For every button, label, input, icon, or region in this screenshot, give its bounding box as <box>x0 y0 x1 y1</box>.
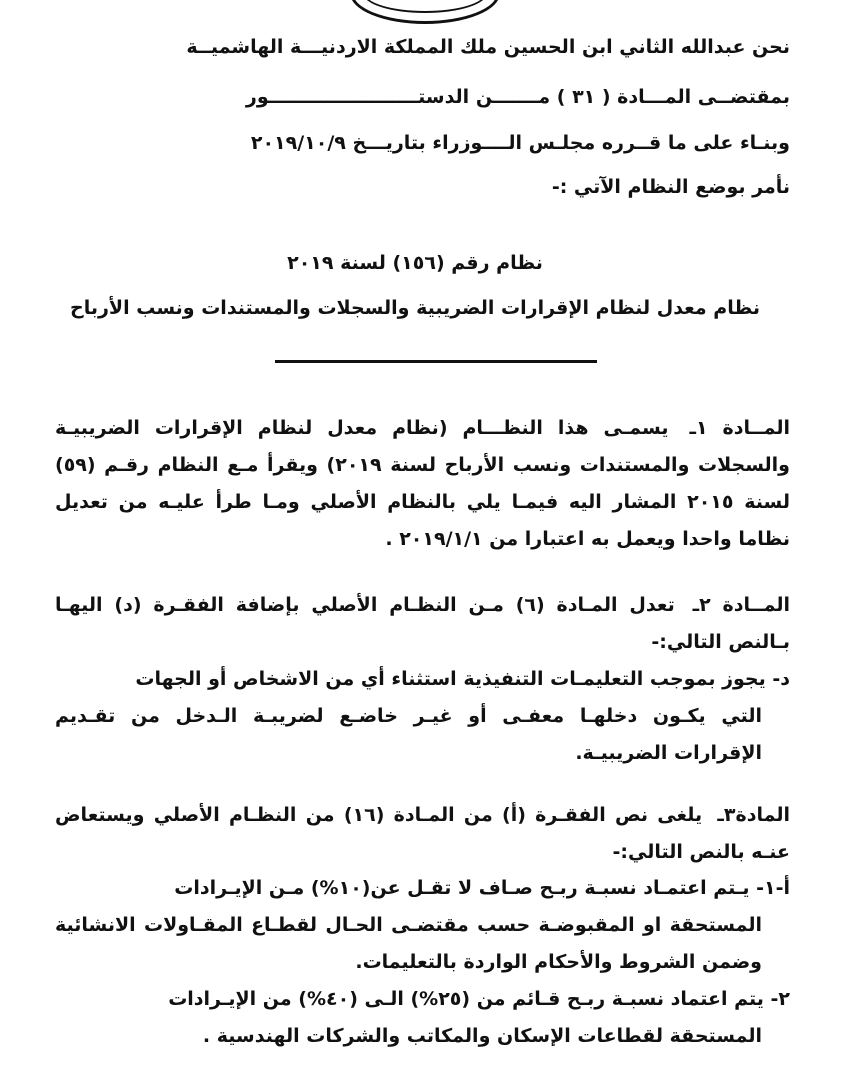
article-2-label: المــادة ٢ـ <box>692 594 790 616</box>
regulation-number: نظام رقم (١٥٦) لسنة ٢٠١٩ <box>287 252 543 274</box>
preamble-line-constitution: بمقتضــى المـــادة ( ٣١ ) مـــــــن الدستـــــــــــــــــــــــور <box>245 86 790 108</box>
article-2-paragraph-d <box>55 661 790 772</box>
paragraph-d-first-line: د- يجوز بموجب التعليمـات التنفيذية استثناء أي من الاشخاص أو الجهات <box>135 668 790 690</box>
article-3-item-2 <box>55 981 790 1055</box>
article-3-label: المادة٣ـ <box>717 804 790 826</box>
preamble-line-order: نأمر بوضع النظام الآتي :- <box>551 176 790 198</box>
item-a1-first-line: أ-١- يـتم اعتمـاد نسبـة ربـح صـاف لا تقـل عن(١٠%) مـن الإيـرادات <box>174 877 790 899</box>
article-1 <box>55 410 790 558</box>
article-3-item-a1 <box>55 870 790 981</box>
article-3 <box>55 797 790 871</box>
article-2 <box>55 587 790 661</box>
emblem-seal <box>350 0 500 24</box>
article-3-text: يلغى نص الفقـرة (أ) من المـادة (١٦) من النظـام الأصلي ويستعاض عنـه بالنص التالي:- <box>55 804 790 863</box>
item-2-continuation: المستحقة لقطاعات الإسكان والمكاتب والشركات الهندسية . <box>202 1025 762 1047</box>
title-divider <box>275 360 597 363</box>
regulation-title: نظام معدل لنظام الإقرارات الضريبية والسجلات والمستندات ونسب الأرباح <box>70 297 760 319</box>
preamble-line-cabinet-decision: وبنـاء على ما قــرره مجلـس الــــوزراء بتاريـــخ ٢٠١٩/١٠/٩ <box>250 132 790 154</box>
paragraph-d-continuation: التي يكـون دخلهـا معفـى أو غيـر خاضـع لضريبـة الـدخل من تقـديم الإقرارات الضريبيـة. <box>55 705 762 764</box>
emblem-seal-inner-ring <box>363 0 487 13</box>
preamble-line-king: نحن عبدالله الثاني ابن الحسين ملك المملكة الاردنيـــة الهاشميــة <box>186 36 790 58</box>
article-2-text: تعدل المـادة (٦) مـن النظـام الأصلي بإضافة الفقـرة (د) اليهـا بـالنص التالي:- <box>55 594 790 653</box>
article-1-text: يسمـى هذا النظـــام (نظام معدل لنظام الإقرارات الضريبيـة والسجلات والمستندات ونسب الأرباح لسنة ٢٠١٩) ويقرأ مـع النظام رقـم (٥٩) لسنة ٢٠١٥ المشار اليه فيمـا يلي بالنظام الأصلي ومـا طرأ عليـه من تعديل نظاما واحدا ويعمل به اعتبارا من ٢٠١٩/١/١ . <box>55 417 790 550</box>
article-1-label: المــادة ١ـ <box>689 417 790 439</box>
item-a1-continuation: المستحقة او المقبوضـة حسب مقتضـى الحـال لقطـاع المقـاولات الانشائية وضمن الشروط والأحكام الواردة بالتعليمات. <box>55 914 762 973</box>
item-2-first-line: ٢- يتم اعتماد نسبـة ربـح قـائم من (٢٥%) الـى (٤٠%) من الإيـرادات <box>168 988 790 1010</box>
